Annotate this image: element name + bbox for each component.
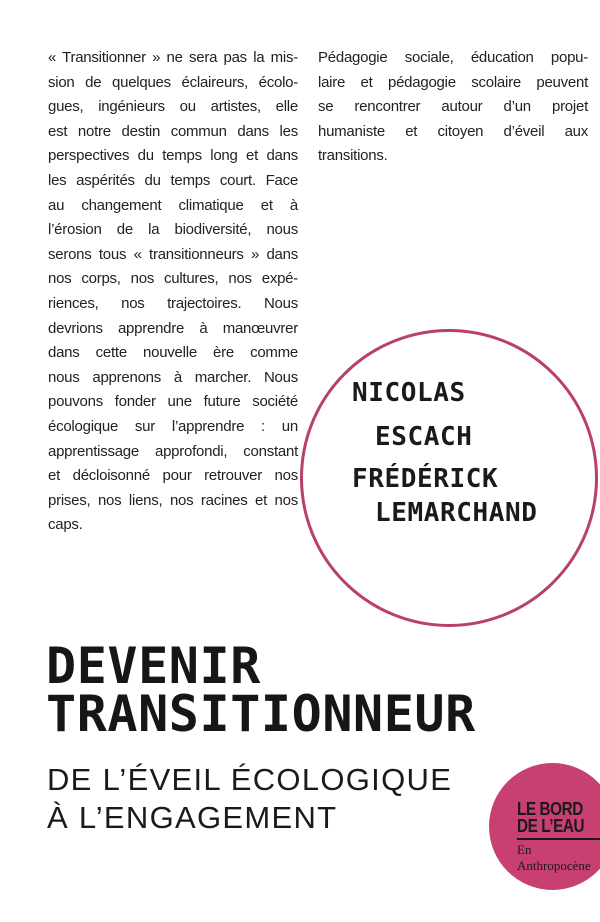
text-line: les aspérités du temps court. Face (48, 171, 298, 189)
text-line: nos corps, nos cultures, nos expé- (48, 270, 298, 288)
subtitle-line-1: DE L’ÉVEIL ÉCOLOGIQUE (47, 762, 453, 797)
text-line: pouvons fonder une future société (48, 393, 298, 411)
text-line: humaniste et citoyen d’éveil aux (318, 122, 588, 140)
author-first-name-2: FRÉDÉRICK (352, 464, 499, 494)
publisher-brand-line-2: DE L’EAU (517, 816, 585, 836)
logo-divider (517, 838, 600, 840)
series-name (517, 842, 591, 874)
text-line: sion de quelques éclaireurs, écolo- (48, 73, 298, 91)
publisher-brand (517, 801, 584, 835)
text-line: riences, nos trajectoires. Nous (48, 294, 298, 312)
text-line: se rencontrer autour d’un projet (318, 98, 588, 116)
text-line: transitions. (318, 147, 388, 165)
text-line: est notre destin commun dans les (48, 122, 298, 140)
publisher-logo (489, 763, 600, 890)
text-line: et décloisonné pour retrouver nos (48, 467, 298, 485)
text-line: « Transitionner » ne sera pas la mis- (48, 49, 298, 66)
title-line-2: TRANSITIONNEUR (46, 685, 476, 743)
text-line: caps. (48, 516, 83, 534)
text-line: apprentissage approfondi, constant (48, 442, 298, 460)
title-line-1: DEVENIR (46, 637, 261, 695)
author-first-name-1: NICOLAS (352, 378, 466, 408)
subtitle-line-2: À L’ENGAGEMENT (47, 800, 338, 835)
text-line: nous apprenons à marcher. Nous (48, 368, 298, 386)
author-last-name-1: ESCACH (375, 422, 473, 452)
text-line: au changement climatique et à (48, 196, 298, 214)
text-line: Pédagogie sociale, éducation popu- (318, 49, 588, 66)
text-line: écologique sur l’apprendre : un (48, 417, 298, 435)
text-line: laire et pédagogie scolaire peuvent (318, 73, 588, 91)
series-line-1: En (517, 842, 532, 857)
author-last-name-2: LEMARCHAND (375, 498, 538, 528)
text-line: gues, ingénieurs ou artistes, elle (48, 98, 298, 116)
text-line: dans cette nouvelle ère comme (48, 344, 298, 362)
back-text-right (318, 46, 588, 169)
text-line: l’érosion de la biodiversité, nous (48, 221, 298, 239)
text-line: prises, nos liens, nos racines et nos (48, 491, 298, 509)
text-line: perspectives du temps long et dans (48, 147, 298, 165)
text-line: devrions apprendre à manœuvrer (48, 319, 298, 337)
back-text-left (48, 46, 298, 538)
publisher-brand-line-1: LE BORD (517, 799, 583, 819)
text-line: serons tous « transitionneurs » dans (48, 245, 298, 263)
series-line-2: Anthropocène (517, 858, 591, 873)
